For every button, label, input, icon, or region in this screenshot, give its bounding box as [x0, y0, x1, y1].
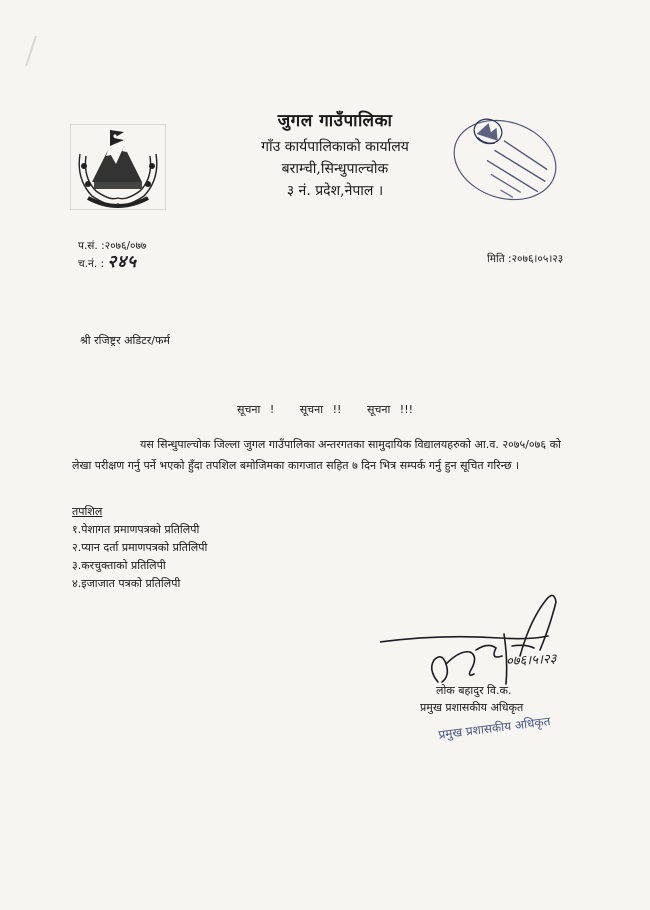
- list-item: २.प्यान दर्ता प्रमाणपत्रको प्रतिलिपी: [72, 541, 208, 554]
- fiscal-year-value: २०७६/०७७: [104, 240, 147, 252]
- letterhead: [225, 108, 445, 203]
- reference-block: [78, 238, 146, 272]
- signer-title: प्रमुख प्रशासकीय अधिकृत: [420, 701, 524, 714]
- list-item: ३.करचुक्ताको प्रतिलिपी: [72, 559, 166, 572]
- notice-heading-2: सूचना !!: [299, 403, 342, 416]
- office-location: बराम्ची,सिन्धुपाल्चोक: [281, 161, 389, 177]
- signer-name: लोक बहादुर वि.क.: [436, 684, 512, 697]
- paper-fold-mark: [25, 36, 51, 66]
- list-item: १.पेशागत प्रमाणपत्रको प्रतिलिपी: [72, 523, 200, 536]
- dispatch-number-line: [78, 254, 146, 272]
- list-item: ४.इजाजात पत्रको प्रतिलिपी: [72, 577, 181, 590]
- notice-heading: [0, 402, 650, 417]
- notice-heading-1: सूचना !: [236, 403, 275, 416]
- letter-date: मिति :२०७६।०५।२३: [487, 253, 564, 265]
- addressee: श्री रजिष्ट्रर अडिटर/फर्म: [80, 334, 171, 347]
- required-documents-list: [72, 521, 207, 593]
- government-emblem-icon: [70, 124, 166, 210]
- list-title: तपशिल: [72, 505, 103, 518]
- notice-body-text: यस सिन्धुपाल्चोक जिल्ला जुगल गाउँपालिका अन्तरगतका सामुदायिक विद्यालयहरुको आ.व. २०७५/०७६ को लेखा परीक्षण गर्नु पर्ने भएको हुँदा तपशिल बमोजिमका कागजात सहित ७ दिन भित्र सम्पर्क गर्नु हुन सूचित गरिन्छ ।: [72, 438, 561, 472]
- office-province: ३ नं. प्रदेश,नेपाल ।: [286, 183, 384, 199]
- dispatch-number-value: २४५: [107, 252, 137, 272]
- notice-body: [72, 434, 582, 476]
- organization-name: जुगल गाउँपालिका: [277, 111, 393, 131]
- fiscal-year-label: प.सं. :: [78, 240, 105, 252]
- office-name: गाँउ कार्यपालिकाको कार्यालय: [261, 139, 409, 155]
- designation-stamp: प्रमुख प्रशासकीय अधिकृत: [437, 714, 552, 742]
- notice-heading-3: सूचना !!!: [366, 403, 414, 416]
- dispatch-number-label: च.नं. :: [78, 258, 105, 270]
- office-seal-stamp: [440, 108, 570, 213]
- handwritten-signature-date: ०७६।५।२३: [505, 651, 557, 670]
